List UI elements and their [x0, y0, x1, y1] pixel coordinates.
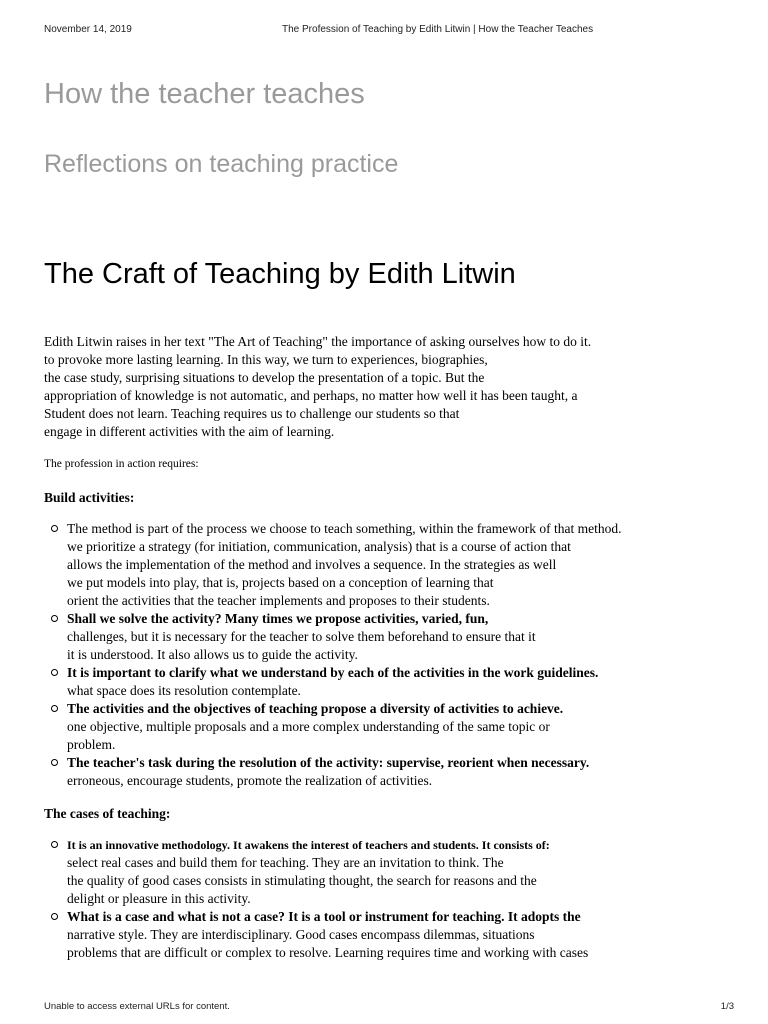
item-line: select real cases and build them for teaching. They are an invitation to think. The — [67, 855, 504, 870]
intro-line: appropriation of knowledge is not automatic, and perhaps, no matter how well it has been taught, a — [44, 388, 578, 403]
item-line: narrative style. They are interdisciplinary. Good cases encompass dilemmas, situations — [67, 927, 535, 942]
intro-line: Student does not learn. Teaching requires us to challenge our students so that — [44, 406, 460, 421]
intro-line: to provoke more lasting learning. In this way, we turn to experiences, biographies, — [44, 352, 488, 367]
profession-requires-text: The profession in action requires: — [44, 458, 199, 470]
intro-line: the case study, surprising situations to develop the presentation of a topic. But the — [44, 370, 485, 385]
list-item — [67, 610, 704, 664]
item-lead: Shall we solve the activity? Many times we propose activities, varied, fun, — [67, 611, 489, 626]
intro-paragraph — [44, 333, 704, 441]
item-line: one objective, multiple proposals and a more complex understanding of the same topic or — [67, 719, 550, 734]
post-content — [44, 333, 704, 977]
item-lead: It is important to clarify what we understand by each of the activities in the work guidelines. — [67, 665, 599, 680]
post-title: The Craft of Teaching by Edith Litwin — [44, 258, 516, 290]
section-heading-build-activities: Build activities: — [44, 490, 135, 505]
section-heading-cases-of-teaching: The cases of teaching: — [44, 806, 171, 821]
intro-line: Edith Litwin raises in her text "The Art of Teaching" the importance of asking ourselves how to do it. — [44, 334, 592, 349]
build-activities-list — [44, 520, 704, 790]
print-header — [44, 24, 724, 38]
item-line: The method is part of the process we choose to teach something, within the framework of that method. — [67, 521, 622, 536]
site-tagline: Reflections on teaching practice — [44, 150, 399, 178]
item-line: challenges, but it is necessary for the teacher to solve them beforehand to ensure that it — [67, 629, 536, 644]
item-line: delight or pleasure in this activity. — [67, 891, 251, 906]
print-document-title: The Profession of Teaching by Edith Litwin | How the Teacher Teaches — [282, 24, 594, 35]
circle-bullet-icon — [51, 525, 58, 532]
print-date: November 14, 2019 — [44, 24, 132, 35]
item-line: problems that are difficult or complex to resolve. Learning requires time and working with cases — [67, 945, 589, 960]
print-footer-note: Unable to access external URLs for content. — [44, 1001, 230, 1012]
item-line: problem. — [67, 737, 116, 752]
item-lead: It is an innovative methodology. It awakens the interest of teachers and students. It consists of: — [67, 838, 550, 852]
circle-bullet-icon — [51, 669, 58, 676]
site-title[interactable]: How the teacher teaches — [44, 78, 365, 110]
list-item — [67, 836, 704, 908]
item-line: allows the implementation of the method and involves a sequence. In the strategies as well — [67, 557, 557, 572]
item-lead: The activities and the objectives of teaching propose a diversity of activities to achieve. — [67, 701, 564, 716]
item-line: we put models into play, that is, projects based on a conception of learning that — [67, 575, 494, 590]
item-lead: What is a case and what is not a case? It is a tool or instrument for teaching. It adopts the — [67, 909, 581, 924]
item-line: the quality of good cases consists in stimulating thought, the search for reasons and the — [67, 873, 537, 888]
item-line: we prioritize a strategy (for initiation, communication, analysis) that is a course of action that — [67, 539, 571, 554]
list-item — [67, 908, 704, 962]
cases-of-teaching-list — [44, 836, 704, 962]
page-number: 1/3 — [720, 1001, 734, 1012]
circle-bullet-icon — [51, 913, 58, 920]
list-item — [67, 664, 704, 700]
list-item — [67, 754, 704, 790]
item-line: it is understood. It also allows us to guide the activity. — [67, 647, 358, 662]
item-line: what space does its resolution contemplate. — [67, 683, 301, 698]
intro-line: engage in different activities with the aim of learning. — [44, 424, 335, 439]
list-item — [67, 520, 704, 610]
list-item — [67, 700, 704, 754]
item-line: orient the activities that the teacher implements and proposes to their students. — [67, 593, 490, 608]
item-lead: The teacher's task during the resolution of the activity: supervise, reorient when necessary. — [67, 755, 590, 770]
item-line: erroneous, encourage students, promote the realization of activities. — [67, 773, 433, 788]
circle-bullet-icon — [51, 841, 58, 848]
circle-bullet-icon — [51, 615, 58, 622]
circle-bullet-icon — [51, 705, 58, 712]
circle-bullet-icon — [51, 759, 58, 766]
